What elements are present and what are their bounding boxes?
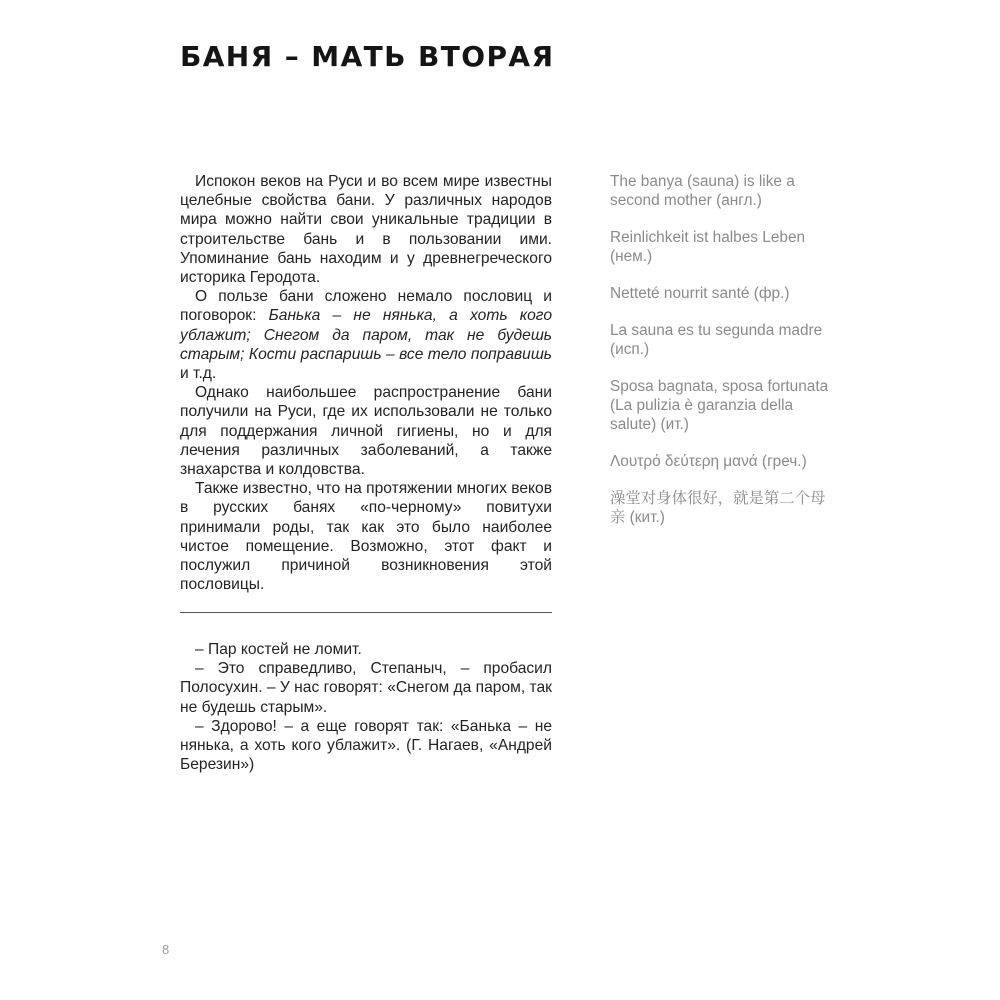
translation-spanish: La sauna es tu segunda madre (исп.) [610,322,823,358]
main-text-column [180,172,552,594]
paragraph-intro: Испокон веков на Руси и во всем мире известны целебные свойства бани. У различных народов мира можно найти свои уникальные традиции в строительстве бань и в пользовании ими. Упоминание бань находим и у древнегреческого историка Геродота. [180,173,552,287]
translation-english: The banya (sauna) is like a second mother (англ.) [610,173,795,209]
proverbs-list: Банька – не нянька, а хоть кого ублажит; Снегом да паром, так не будешь старым; Кости распаришь – все тело поправишь [180,307,552,363]
paragraph-proverbs [180,287,552,383]
literary-quote [180,640,552,774]
proverbs-intro: О пользе бани сложено немало пословиц и поговорок: [180,288,552,325]
quote-line: – Здорово! – а еще говорят так: «Банька – не нянька, а хоть кого ублажит». (Г. Нагаев, «Андрей Березин») [180,717,552,774]
page-number: 8 [162,942,170,957]
paragraph-midwives: Также известно, что на протяжении многих веков в русских банях «по-черному» повитухи принимали роды, так как это было наиболее чистое помещение. Возможно, этот факт и послужил причиной возникновения этой пословицы. [180,480,552,594]
translation-german: Reinlichkeit ist halbes Leben (нем.) [610,229,806,265]
proverbs-end: и т.д. [180,365,217,383]
section-divider [180,612,552,613]
quote-line: – Пар костей не ломит. [195,641,362,658]
quote-line: – Это справедливо, Степаныч, – пробасил Полосухин. – У нас говорят: «Снегом да паром, так не будешь старым». [180,660,552,716]
page-title: БАНЯ – МАТЬ ВТОРАЯ [180,40,555,73]
translation-italian: Sposa bagnata, sposa fortunata (La pulizia è garanzia della salute) (ит.) [610,378,829,433]
paragraph-russia: Однако наибольшее распространение бани получили на Руси, где их использовали не только для поддержания личной гигиены, но и для лечения различных заболеваний, а также знахарства и колдовства. [180,384,552,479]
translations-sidebar [610,172,840,545]
translation-greek: Λουτρό δεύτερη μανά (греч.) [610,453,807,470]
translation-french: Netteté nourrit santé (фр.) [610,285,790,302]
translation-chinese: 澡堂对身体很好，就是第二个母亲 (кит.) [610,490,826,526]
